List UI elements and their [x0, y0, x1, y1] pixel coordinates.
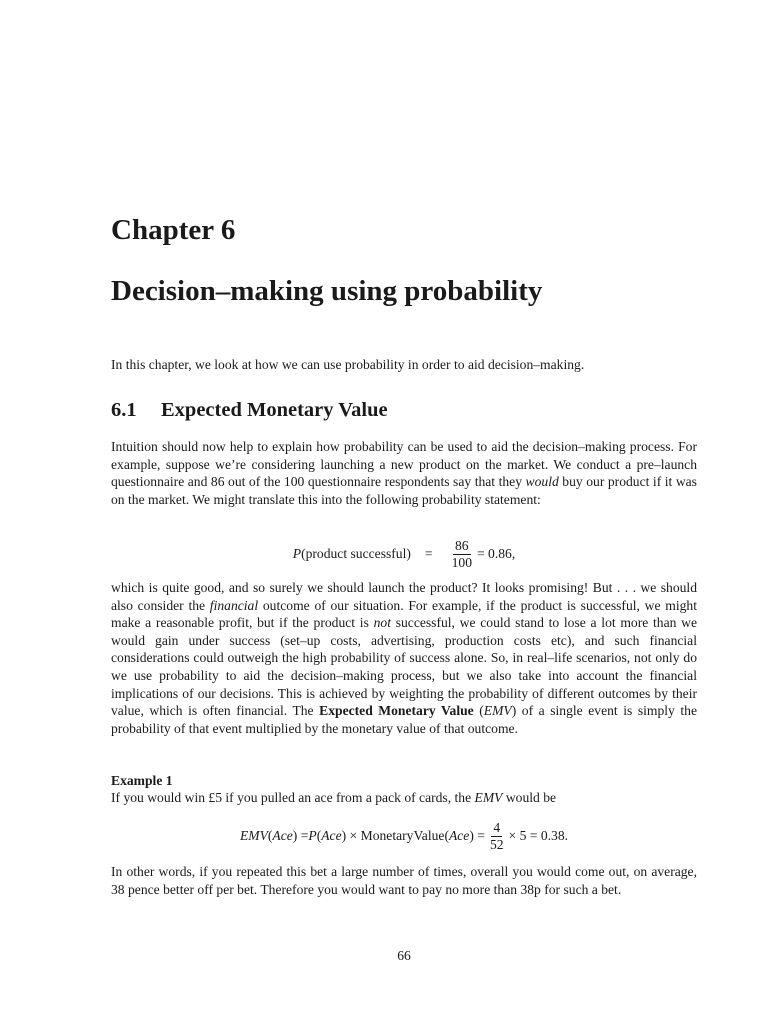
math-monetary-value: MonetaryValue [360, 828, 445, 843]
paragraph-text: outcome of our situation. For example, if the product is successful, we might make a reasonable profit, but if the product is [111, 597, 697, 631]
equation-product-success [111, 535, 697, 573]
emphasis-not: not [373, 615, 391, 631]
math-symbol-p: P [292, 546, 302, 561]
fraction-denominator: 52 [489, 836, 504, 852]
equation-emv-ace: EMV ( Ace ) = P ( Ace ) × MonetaryValue ( Ace ) = $\frac{4}{52}$ × 5 = 0.38. [239, 819, 569, 852]
section-heading [111, 399, 388, 422]
fraction [488, 820, 506, 853]
example-text-part: If you would win £5 if you pulled an ace from a pack of cards, the [111, 790, 475, 805]
example-heading: Example 1 [111, 773, 173, 788]
page-number: 66 [397, 948, 411, 963]
math-emv: EMV [483, 703, 512, 719]
math-emv: EMV [474, 790, 503, 805]
math-emv: EMV [239, 828, 268, 843]
math-ace: Ace [321, 828, 342, 843]
chapter-label: Chapter 6 [111, 214, 236, 246]
emphasis-financial: financial [209, 597, 259, 613]
paragraph-text: buy our product if it was on the market. We might translate this into the following probability statement: [111, 474, 697, 507]
paragraph-intuition [111, 438, 697, 508]
section-number: 6.1 [111, 399, 137, 421]
paragraph-text: successful, we could stand to lose a lot more than we would gain under success (set–up costs, advertising, production costs etc), and such financial considerations could outweigh the high probability of success alone. So, in real–life scenarios, not only do we use probability to aid the decision–making process, but we also take into account the financial implications of our decisions. This is achieved by weighting the probability of different outcomes by their value, which is often financial. The [111, 615, 697, 719]
term-emv: Expected Monetary Value [319, 703, 474, 719]
paragraph-text: ( [473, 703, 484, 719]
math-result: = 0.86, [476, 546, 516, 561]
emphasis-would: would [525, 474, 559, 490]
math-result: × 5 = 0.38. [508, 828, 569, 843]
paragraph-text: Intuition should now help to explain how probability can be used to aid the decision–making process. For example, suppose we’re considering launching a new product on the market. We conduct a pre–launch questionnaire and 86 out of the 100 questionnaire respondents say that they [111, 439, 697, 490]
math-argument: (product successful) [301, 546, 411, 561]
fraction-numerator: 4 [493, 819, 501, 835]
intro-paragraph: In this chapter, we look at how we can use probability in order to aid decision–making. [111, 357, 585, 372]
section-title: Expected Monetary Value [161, 399, 388, 421]
math-times: × [349, 828, 358, 843]
paragraph-text: which is quite good, and so surely we should launch the product? It looks promising! But . . . we should also consider the [111, 580, 697, 613]
chapter-title: Decision–making using probability [111, 275, 543, 307]
math-equals: = [424, 546, 433, 561]
fraction-numerator: 86 [454, 537, 469, 553]
fraction-denominator: 100 [451, 554, 472, 570]
math-p: P [308, 828, 317, 843]
paragraph-text: ) of a single event is simply the probability of that event multiplied by the monetary value of that outcome. [111, 703, 697, 736]
paragraph-conclusion: In other words, if you repeated this bet a large number of times, overall you would come out, on average, 38 pence better off per bet. Therefore you would want to pay no more than 38p for such a bet. [111, 864, 697, 897]
paragraph-financial [111, 579, 697, 737]
example-text [111, 790, 556, 806]
fraction [450, 538, 474, 571]
math-ace: Ace [272, 828, 293, 843]
example-text-part: would be [502, 790, 557, 805]
math-ace: Ace [448, 828, 470, 843]
